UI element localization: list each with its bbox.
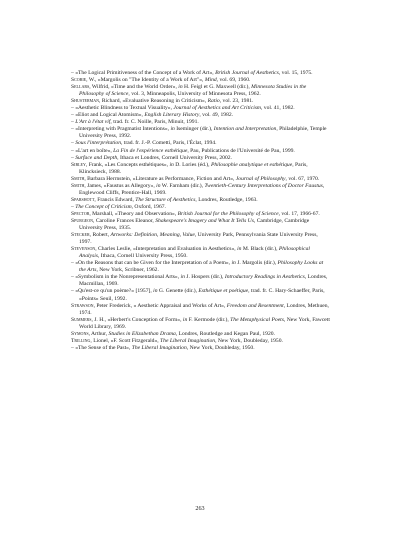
entry-text: , Charles Leslie, «Interpretation and Evaluation in Aesthetics»,	[95, 246, 238, 253]
entry-text: H. Feigl et G. Maxwell (dir.),	[182, 84, 252, 91]
italic-text: British Journal for the Philosophy of Science	[177, 210, 279, 217]
author-name: Stevenson	[71, 246, 96, 253]
bibliography-entry	[71, 197, 331, 204]
entry-text: , vol. 67, 1970.	[285, 175, 320, 182]
entry-text: – «Interpreting with Pragmatist Intentions»,	[71, 126, 171, 133]
entry-text: , Barbara Herrnstein, «Literature as Performance, Fiction and Art»,	[84, 175, 236, 182]
bibliography-entry	[71, 183, 331, 197]
author-name: Spurgeon	[71, 217, 94, 224]
bibliography-entry	[71, 260, 331, 274]
italic-text: L'Art à l'état vif	[75, 119, 111, 126]
bibliography-entry	[71, 303, 331, 317]
entry-text: , Arthur,	[88, 330, 109, 337]
entry-text: , vol. 23, 1981.	[219, 98, 254, 105]
entry-text: , Englewood Cliffs, Prentice-Hall, 1969.	[79, 182, 325, 196]
entry-text: , Wilfrid, «Time and the World Order»,	[89, 84, 179, 91]
bibliography-entry	[71, 317, 331, 331]
italic-text: Journal of Philosophy	[235, 175, 286, 182]
italic-text: The Metaphysical Poets	[230, 316, 284, 323]
italic-text: Freedom and Resentment	[226, 302, 284, 309]
entry-text: D. Lories (éd.),	[173, 161, 211, 168]
entry-text: , vol. 41, 1982.	[260, 105, 295, 112]
italic-text: The Concept of Criticism	[75, 203, 132, 210]
author-name: Shusterman	[71, 98, 100, 105]
entry-text: – «The Logical Primitiveness of the Concept of a Work of Art»,	[71, 70, 216, 76]
bibliography-entry	[71, 105, 331, 112]
italic-text: Introductory Readings in Aesthetics	[224, 274, 305, 281]
entry-text: G. Genette (dir.),	[157, 288, 199, 295]
entry-text: –	[71, 119, 76, 126]
author-name: Smith	[71, 175, 85, 182]
author-name: Sellars	[71, 84, 90, 91]
entry-text: F. Kermode (dir.),	[187, 316, 231, 323]
italic-text: La Fin de l'expérience esthétique	[113, 147, 188, 154]
entry-text: W. Farnham (dir.),	[160, 182, 205, 189]
entry-text: , New York, Fawcett World Library, 1969.	[79, 316, 330, 330]
bibliography-entry	[71, 345, 331, 352]
entry-text: , University Park, Pennsylvania State University Press, 1997.	[79, 232, 318, 246]
entry-text: , Londres, Routledge, 1963.	[195, 196, 258, 203]
italic-text: Studies in Elizabethan Drama	[108, 330, 176, 337]
italic-text: Philosophie analytique et esthétique	[210, 161, 293, 168]
bibliography-entry	[71, 162, 331, 176]
entry-text: , Lionel, «F. Scott Fitzgerald»,	[90, 337, 161, 344]
italic-text: The Structure of Aesthetics	[135, 196, 196, 203]
italic-text: in	[231, 260, 236, 267]
italic-text: in	[156, 182, 161, 189]
italic-text: The Liberal Imagination	[131, 344, 187, 351]
author-name: Spector	[71, 210, 90, 217]
italic-text: Ratio	[207, 98, 220, 105]
entry-text: , trad. fr. J.-P. Cometti, Paris, l'Éclat, 1994.	[121, 140, 217, 147]
italic-text: Philosophy Looks at the Arts	[79, 260, 324, 274]
italic-text: in	[170, 126, 175, 133]
italic-text: British Journal of Aesthetics	[215, 70, 279, 76]
entry-text: , J. H., «Herbert's Conception of Form»,	[91, 316, 183, 323]
entry-text: – «Qu'est-ce qu'un poème?» [1957],	[71, 288, 154, 295]
bibliography-entry	[71, 232, 331, 246]
entry-text: J. Hospers (dir.),	[184, 274, 225, 281]
author-name: Summers	[71, 316, 92, 323]
entry-text: – «On the Reasons that can be Given for the Interpretation of a Poem»,	[71, 260, 232, 267]
entry-text: , Francis Edward,	[94, 196, 136, 203]
italic-text: Esthétique et poétique	[198, 288, 249, 295]
entry-text: , Paris, Klincksieck, 1988.	[79, 161, 308, 175]
entry-text: –	[71, 203, 76, 210]
entry-text: , James, «Faustus as Allegory»,	[84, 182, 157, 189]
italic-text: Journal of Aesthetics and Art Criticism	[173, 105, 261, 112]
italic-text: English Literary History	[144, 112, 200, 119]
entry-text: , Oxford, 1967.	[131, 203, 166, 210]
entry-text: –	[71, 140, 76, 147]
italic-text: Minnesota Studies in the Philosophy of Science	[79, 84, 307, 98]
entry-text: , New York, Scribner, 1962.	[96, 267, 159, 274]
italic-text: in	[169, 161, 174, 168]
author-name: Smith	[71, 182, 85, 189]
italic-text: in	[153, 288, 158, 295]
entry-text: , Frank, «Les Concepts esthétiques»,	[85, 161, 170, 168]
bibliography-page	[71, 70, 331, 352]
entry-text: – «L'art en boîte»,	[71, 147, 114, 154]
entry-text: , Londres, Macmillan, 1969.	[79, 274, 328, 288]
entry-text: – «Eliot and Logical Atomism»,	[71, 112, 145, 119]
entry-text: J. Margolis (dir.),	[235, 260, 278, 267]
bibliography-entry	[71, 155, 331, 162]
bibliography-entry	[71, 84, 331, 98]
entry-text: M. Black (dir.),	[241, 246, 279, 253]
bibliography-entry	[71, 70, 331, 77]
bibliography-entry	[71, 338, 331, 345]
entry-text: , Cambridge, Cambridge University Press, 1935.	[79, 217, 310, 232]
italic-text: Intention and Interpretation	[213, 126, 277, 133]
entry-text: , vol. 17, 1966-67.	[278, 210, 320, 217]
entry-text: , Pau, Publications de l'Université de Pau, 1999.	[187, 147, 295, 154]
bibliography-entry	[71, 246, 331, 260]
entry-text: Iseminger (dir.),	[174, 126, 214, 133]
italic-text: Artworks: Definition, Meaning, Value	[110, 232, 195, 239]
bibliography-list	[71, 70, 331, 352]
bibliography-entry	[71, 148, 331, 155]
entry-text: , Ithaca, Cornell University Press, 1950.	[97, 253, 188, 260]
author-name: Symons	[71, 330, 89, 337]
entry-text: –	[71, 154, 76, 161]
entry-text: , Londres, Methuen, 1974.	[79, 302, 329, 316]
bibliography-entry	[71, 218, 331, 232]
entry-text: , W., «Margolis on "The Identity of a Work of Art"»,	[86, 77, 205, 84]
author-name: Scobie	[71, 77, 87, 84]
entry-text: , Philadelphie, Temple University Press, 1992.	[79, 126, 327, 140]
italic-text: Surface and Depth	[75, 154, 118, 161]
bibliography-entry	[71, 140, 331, 147]
entry-text: , Robert,	[89, 232, 111, 239]
italic-text: in	[178, 84, 183, 91]
entry-text: , Ithaca et Londres, Cornell University Press, 2002.	[117, 154, 232, 161]
entry-text: , New York, Doubleday, 1950.	[215, 337, 283, 344]
italic-text: Philosophical Analysis	[79, 246, 310, 260]
page-number: 263	[195, 505, 205, 512]
author-name: Strawson	[71, 302, 94, 309]
entry-text: , trad. fr. C. Hary-Schaeffer, Paris, «Points» Seuil, 1992.	[79, 288, 325, 302]
bibliography-entry	[71, 288, 331, 302]
entry-text: , Marshall, «Theory and Observation»,	[89, 210, 178, 217]
author-name: Stecker	[71, 232, 90, 239]
entry-text: – «Aesthetic Blindness to Textual Visuality»,	[71, 105, 174, 112]
entry-text: – «The Sense of the Past»,	[71, 344, 132, 351]
bibliography-entry	[71, 211, 331, 218]
entry-text: , vol. 15, 1975.	[278, 70, 313, 76]
author-name: Sibley	[71, 161, 86, 168]
bibliography-entry	[71, 176, 331, 183]
entry-text: , vol. 49, 1982.	[199, 112, 234, 119]
italic-text: The Liberal Imagination	[160, 337, 216, 344]
italic-text: in	[180, 274, 185, 281]
italic-text: Shakespeare's Imagery and What It Tells Us	[155, 217, 254, 224]
bibliography-entry	[71, 274, 331, 288]
entry-text: , Londres, Routledge and Kegan Paul, 1920.	[175, 330, 275, 337]
entry-text: – «Symbolism in the Nonrepresentational Arts»,	[71, 274, 181, 281]
bibliography-entry	[71, 204, 331, 211]
entry-text: , vol. 69, 1960.	[216, 77, 251, 84]
italic-text: in	[237, 246, 242, 253]
author-name: Trilling	[71, 337, 91, 344]
entry-text: , vol. 3, Minneapolis, University of Minnesota Press, 1962.	[128, 91, 261, 98]
author-name: Sparshott	[71, 196, 95, 203]
italic-text: in	[182, 316, 188, 323]
entry-text: , Richard, «Evaluative Reasoning in Criticism»,	[99, 98, 208, 105]
italic-text: Twentieth-Century Interpretations of Doctor Faustus	[204, 182, 323, 189]
bibliography-entry	[71, 331, 331, 338]
entry-text: , Caroline Frances Eleanor,	[93, 217, 156, 224]
entry-text: , New York, Doubleday, 1950.	[186, 344, 255, 351]
italic-text: Mind	[204, 77, 217, 84]
bibliography-entry	[71, 126, 331, 140]
italic-text: Sous l'interprétation	[75, 140, 121, 147]
entry-text: , trad. fr. C. Noille, Paris, Minuit, 1991.	[110, 119, 199, 126]
entry-text: , Peter Frederick, « Aesthetic Appraisal and Works of Art»,	[93, 302, 227, 309]
